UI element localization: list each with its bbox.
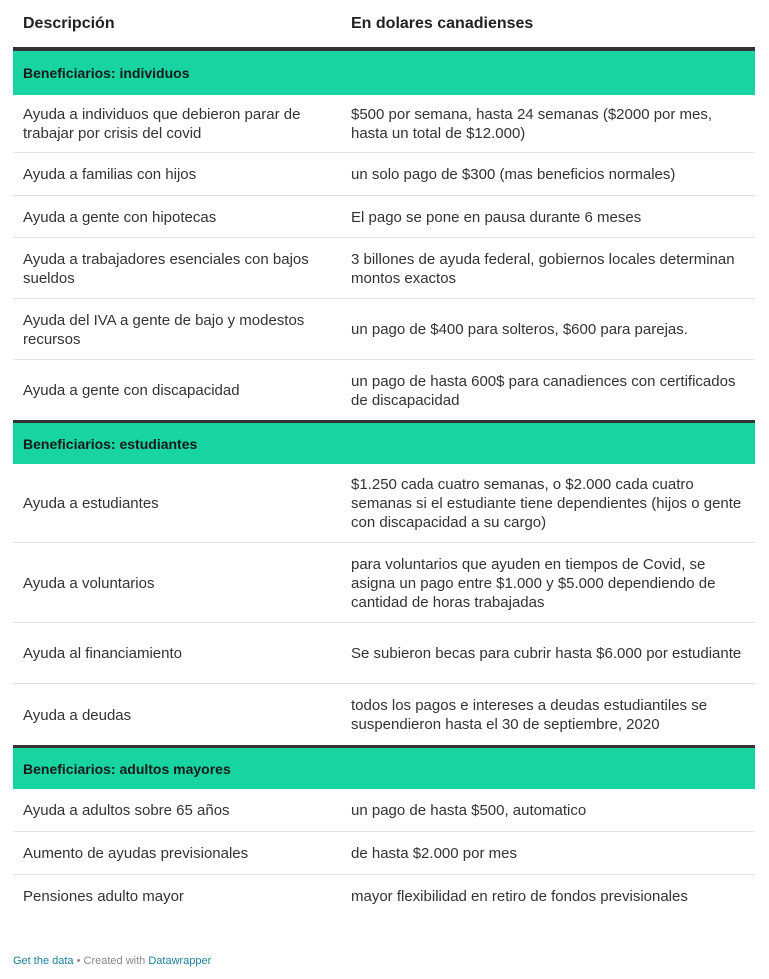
row-value: $500 por semana, hasta 24 semanas ($2000 por mes, hasta un total de $12.000): [351, 106, 713, 142]
row-description: Ayuda a adultos sobre 65 años: [23, 802, 230, 819]
table-row: [13, 684, 755, 745]
row-value: un pago de hasta 600$ para canadiences con certificados de discapacidad: [351, 372, 736, 409]
row-value: de hasta $2.000 por mes: [351, 845, 517, 862]
table-row: [13, 832, 755, 875]
group-header-estudiantes: [13, 420, 755, 464]
benefits-table: [13, 0, 755, 917]
table-row: [13, 360, 755, 420]
row-description: Ayuda a individuos que debieron parar de trabajar por crisis del covid: [23, 106, 301, 142]
group-header-individuos: [13, 51, 755, 95]
row-value: Se subieron becas para cubrir hasta $6.000 por estudiante: [351, 645, 742, 662]
get-the-data-link[interactable]: Get the data: [13, 955, 74, 967]
row-description: Ayuda a estudiantes: [23, 495, 159, 512]
table-row: [13, 623, 755, 684]
table-row: [13, 238, 755, 299]
row-value: El pago se pone en pausa durante 6 meses: [351, 208, 642, 226]
row-value: 3 billones de ayuda federal, gobiernos locales determinan montos exactos: [351, 250, 735, 287]
table-row: [13, 789, 755, 832]
table-row: [13, 543, 755, 623]
group-header-adultos-mayores: [13, 745, 755, 789]
row-value: mayor flexibilidad en retiro de fondos previsionales: [351, 888, 688, 905]
header-description: Descripción: [23, 14, 115, 32]
group-label: Beneficiarios: individuos: [23, 65, 190, 81]
row-description: Ayuda a familias con hijos: [23, 166, 197, 183]
attribution-footer: [13, 955, 211, 967]
row-value: para voluntarios que ayuden en tiempos de Covid, se asigna un pago entre $1.000 y $5.000 dependiendo de cantidad de horas trabajadas: [351, 555, 716, 611]
row-description: Ayuda del IVA a gente de bajo y modestos recursos: [23, 311, 305, 348]
table-row: [13, 95, 755, 153]
footer-separator: • Created with: [73, 955, 149, 967]
row-description: Ayuda a trabajadores esenciales con bajos sueldos: [23, 250, 309, 287]
row-description: Ayuda a gente con hipotecas: [23, 208, 217, 226]
row-description: Pensiones adulto mayor: [23, 888, 184, 905]
row-description: Ayuda a gente con discapacidad: [23, 382, 240, 399]
table-row: [13, 153, 755, 196]
row-description: Ayuda a voluntarios: [23, 574, 155, 592]
row-value: un pago de hasta $500, automatico: [351, 802, 587, 819]
row-description: Aumento de ayudas previsionales: [23, 845, 249, 862]
table-row: [13, 875, 755, 917]
datawrapper-link[interactable]: Datawrapper: [148, 955, 212, 967]
table-row: [13, 299, 755, 360]
row-value: un solo pago de $300 (mas beneficios normales): [351, 166, 676, 183]
table-row: [13, 464, 755, 543]
table-header: [13, 0, 755, 51]
row-value: $1.250 cada cuatro semanas, o $2.000 cada cuatro semanas si el estudiante tiene dependientes (hijos o gente con discapacidad a su cargo): [351, 476, 742, 531]
group-label: Beneficiarios: adultos mayores: [23, 760, 231, 777]
row-description: Ayuda a deudas: [23, 706, 132, 724]
header-amount: En dolares canadienses: [351, 14, 534, 32]
row-value: todos los pagos e intereses a deudas estudiantiles se suspendieron hasta el 30 de septiembre, 2020: [351, 697, 708, 733]
row-description: Ayuda al financiamiento: [23, 645, 182, 662]
group-label: Beneficiarios: estudiantes: [23, 435, 198, 452]
row-value: un pago de $400 para solteros, $600 para parejas.: [351, 321, 688, 338]
table-row: [13, 196, 755, 238]
